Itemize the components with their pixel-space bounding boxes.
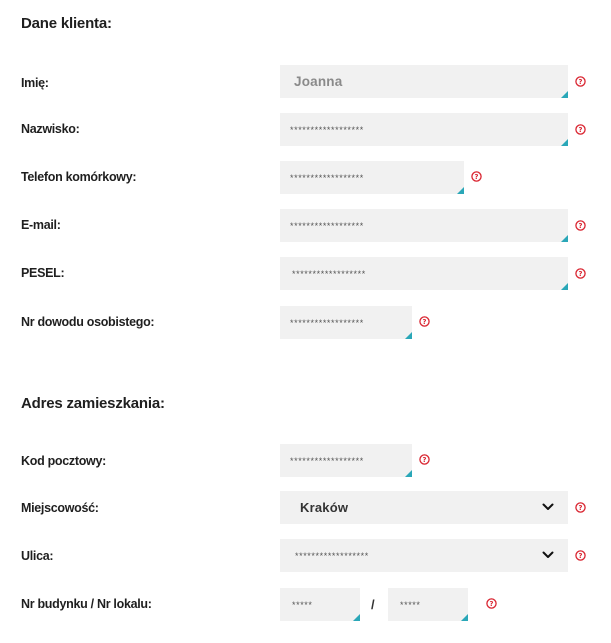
pesel-label: PESEL: [21, 266, 65, 280]
resize-corner-icon [353, 614, 360, 621]
resize-corner-icon [405, 470, 412, 477]
phone-input[interactable] [280, 161, 464, 194]
chevron-down-icon[interactable] [542, 502, 554, 512]
svg-text:?: ? [578, 221, 583, 230]
svg-text:?: ? [422, 455, 427, 464]
svg-text:?: ? [422, 317, 427, 326]
question-circle-icon[interactable] [575, 76, 586, 87]
question-circle-icon[interactable] [419, 316, 430, 327]
apartment-number-value: ***** [400, 599, 421, 610]
question-circle-icon[interactable] [575, 550, 586, 561]
phone-label: Telefon komórkowy: [21, 170, 137, 184]
first-name-label: Imię: [21, 76, 49, 90]
resize-corner-icon [561, 91, 568, 98]
resize-corner-icon [405, 332, 412, 339]
city-label: Miejscowość: [21, 501, 99, 515]
city-value: Kraków [300, 500, 349, 515]
email-value: ****************** [290, 220, 364, 231]
building-separator: / [371, 597, 375, 612]
first-name-value: Joanna [294, 74, 343, 89]
last-name-label: Nazwisko: [21, 122, 80, 136]
svg-text:?: ? [474, 172, 479, 181]
pesel-input[interactable] [280, 257, 568, 290]
city-select[interactable] [280, 491, 568, 524]
resize-corner-icon [457, 187, 464, 194]
svg-text:?: ? [489, 599, 494, 608]
question-circle-icon[interactable] [575, 502, 586, 513]
email-input[interactable] [280, 209, 568, 242]
last-name-input[interactable] [280, 113, 568, 146]
email-label: E-mail: [21, 218, 61, 232]
section-title-client: Dane klienta: [21, 15, 112, 32]
resize-corner-icon [461, 614, 468, 621]
svg-text:?: ? [578, 125, 583, 134]
postal-code-value: ****************** [290, 455, 364, 466]
building-number-input[interactable] [280, 588, 360, 621]
street-value: ****************** [295, 550, 369, 561]
id-number-input[interactable] [280, 306, 412, 339]
building-number-value: ***** [292, 599, 313, 610]
resize-corner-icon [561, 283, 568, 290]
id-number-value: ****************** [290, 317, 364, 328]
question-circle-icon[interactable] [471, 171, 482, 182]
pesel-value: ****************** [292, 268, 366, 279]
postal-code-label: Kod pocztowy: [21, 454, 106, 468]
svg-text:?: ? [578, 269, 583, 278]
last-name-value: ****************** [290, 124, 364, 135]
apartment-number-input[interactable] [388, 588, 468, 621]
question-circle-icon[interactable] [575, 124, 586, 135]
question-circle-icon[interactable] [486, 598, 497, 609]
question-circle-icon[interactable] [419, 454, 430, 465]
building-label: Nr budynku / Nr lokalu: [21, 597, 152, 611]
first-name-input[interactable] [280, 65, 568, 98]
postal-code-input[interactable] [280, 444, 412, 477]
section-title-address: Adres zamieszkania: [21, 395, 165, 412]
phone-value: ****************** [290, 172, 364, 183]
street-select[interactable] [280, 539, 568, 572]
resize-corner-icon [561, 235, 568, 242]
svg-text:?: ? [578, 503, 583, 512]
question-circle-icon[interactable] [575, 268, 586, 279]
chevron-down-icon[interactable] [542, 550, 554, 560]
street-label: Ulica: [21, 549, 54, 563]
resize-corner-icon [561, 139, 568, 146]
svg-text:?: ? [578, 77, 583, 86]
svg-text:?: ? [578, 551, 583, 560]
id-number-label: Nr dowodu osobistego: [21, 315, 155, 329]
question-circle-icon[interactable] [575, 220, 586, 231]
